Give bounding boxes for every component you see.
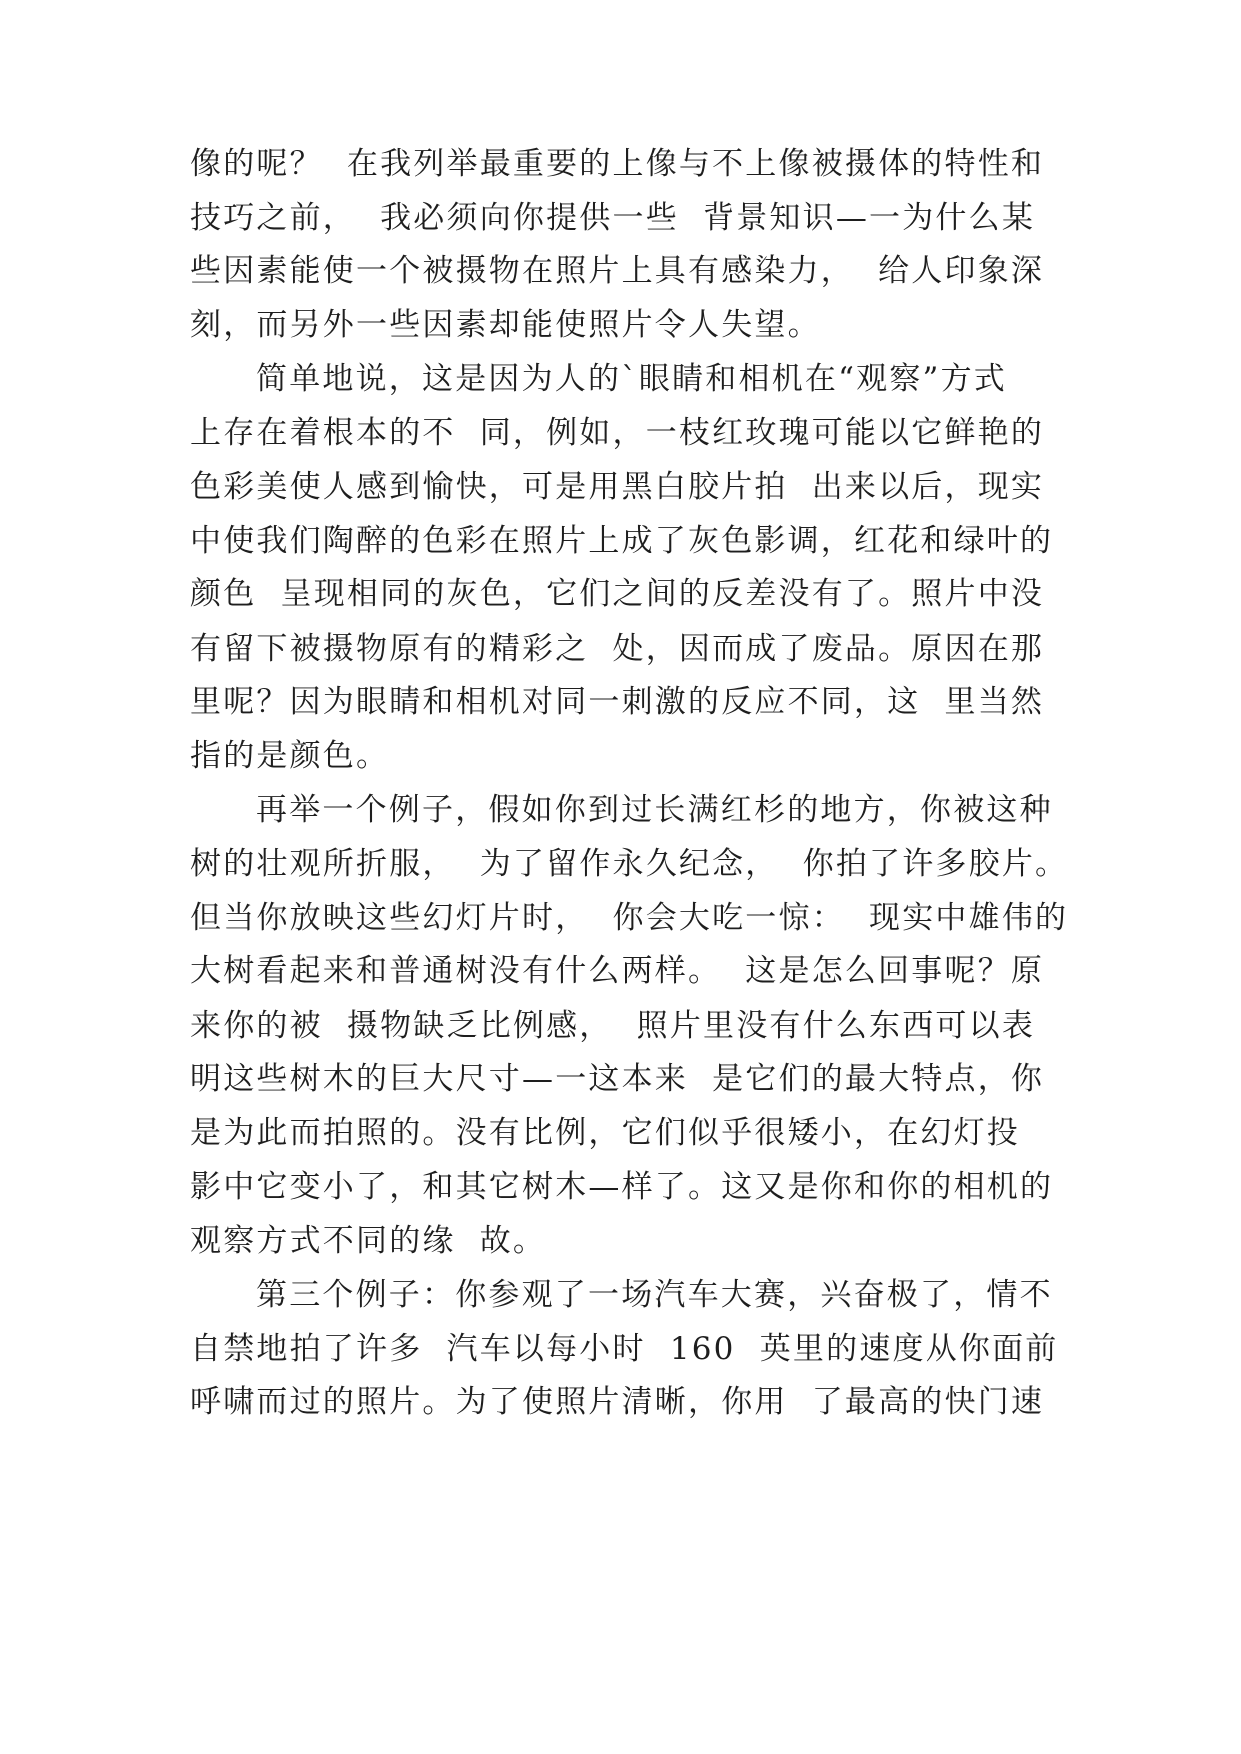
text-line: 呼啸而过的照片。为了使照片清晰，你用 了最高的快门速 [190, 1384, 1045, 1420]
text-line: 中使我们陶醉的色彩在照片上成了灰色影调，红花和绿叶的 [190, 523, 1054, 559]
text-line: 影中它变小了，和其它树木—样了。这又是你和你的相机的 [190, 1169, 1054, 1205]
text-line: 明这些树木的巨大尺寸—一这本来 是它们的最大特点，你 [190, 1061, 1045, 1097]
paragraph-first-line: 简单地说，这是因为人的`眼睛和相机在“观察”方式 [256, 361, 1007, 397]
paragraph-first-line: 第三个例子：你参观了一场汽车大赛，兴奋极了，情不 [256, 1277, 1053, 1313]
text-line: 些因素能使一个被摄物在照片上具有感染力， 给人印象深 [190, 253, 1045, 289]
text-line: 树的壮观所折服， 为了留作永久纪念， 你拍了许多胶片。 [190, 846, 1069, 882]
text-line: 像的呢？ 在我列举最重要的上像与不上像被摄体的特性和 [190, 146, 1045, 182]
text-line: 颜色 呈现相同的灰色，它们之间的反差没有了。照片中没 [190, 576, 1045, 612]
paragraph-first-line: 再举一个例子，假如你到过长满红杉的地方，你被这种 [256, 792, 1053, 828]
text-line: 是为此而拍照的。没有比例，它们似乎很矮小，在幻灯投 [190, 1115, 1020, 1151]
text-line: 有留下被摄物原有的精彩之 处，因而成了废品。原因在那 [190, 631, 1045, 667]
text-line: 大树看起来和普通树没有什么两样。 这是怎么回事呢？原 [190, 953, 1045, 989]
text-line: 色彩美使人感到愉快，可是用黑白胶片拍 出来以后，现实 [190, 469, 1045, 505]
text-line: 观察方式不同的缘 故。 [190, 1223, 547, 1259]
text-line: 技巧之前， 我必须向你提供一些 背景知识—一为什么某 [190, 200, 1036, 236]
text-line: 里呢？因为眼睛和相机对同一刺激的反应不同，这 里当然 [190, 684, 1045, 720]
text-line: 刻，而另外一些因素却能使照片令人失望。 [190, 307, 821, 343]
text-line: 自禁地拍了许多 汽车以每小时 160 英里的速度从你面前 [190, 1331, 1059, 1367]
text-line: 但当你放映这些幻灯片时， 你会大吃一惊： 现实中雄伟的 [190, 900, 1069, 936]
text-line: 指的是颜色。 [190, 738, 390, 774]
text-line: 上存在着根本的不 同，例如，一枝红玫瑰可能以它鲜艳的 [190, 415, 1045, 451]
text-line: 来你的被 摄物缺乏比例感， 照片里没有什么东西可以表 [190, 1008, 1036, 1044]
